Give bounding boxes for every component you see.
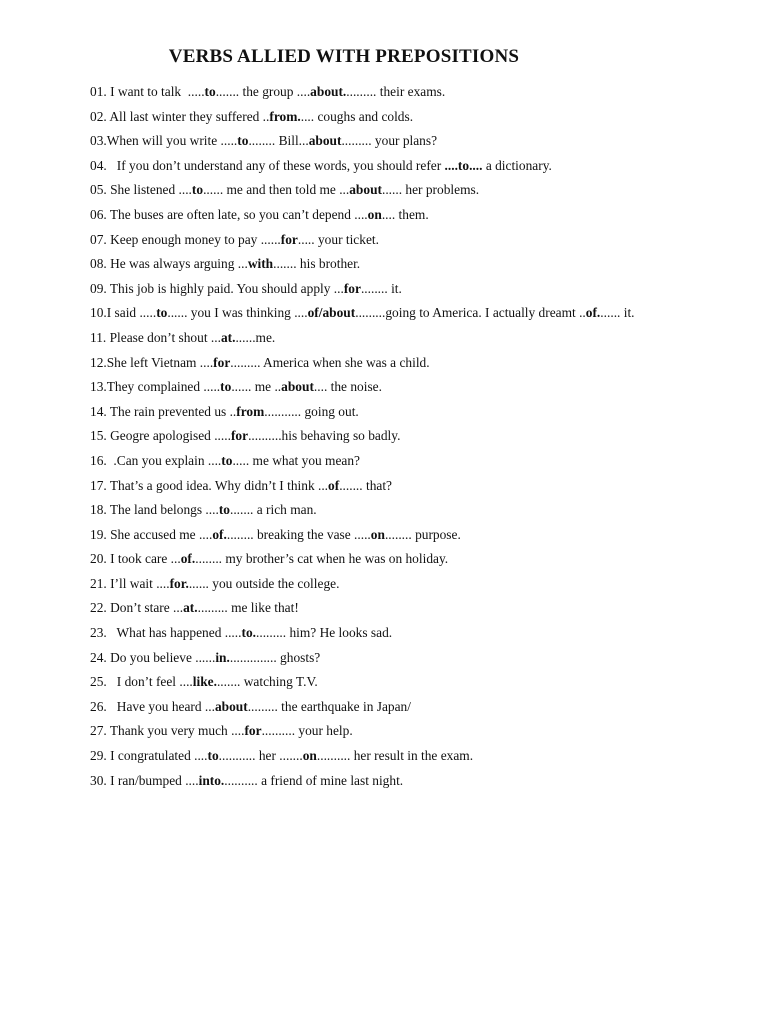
exercise-line [90,129,730,154]
answer-preposition: to [204,84,216,99]
sentence-text: 17. That’s a good idea. Why didn’t I think ... [90,477,329,493]
exercise-line [90,621,730,646]
sentence-text: ........ purpose. [384,526,461,542]
exercise-line [90,474,730,499]
sentence-text: 23. What has happened ..... [90,625,242,641]
answer-preposition: to [237,133,249,149]
exercise-line [90,523,730,548]
sentence-text: ..........his behaving so badly. [248,428,401,444]
answer-preposition: to [156,305,168,321]
sentence-text: ......me. [235,329,276,345]
answer-preposition: from [236,403,265,419]
exercise-line [90,351,730,376]
sentence-text: ...... you I was thinking .... [167,305,308,321]
sentence-text: 24. Do you believe ...... [90,649,216,665]
sentence-text: 20. I took care ... [90,551,181,567]
exercise-line [90,498,730,523]
sentence-text: ....... that? [339,477,392,493]
page-title-text: VERBS ALLIED WITH PREPOSITIONS [168,46,520,67]
answer-preposition: of/about [307,305,356,321]
sentence-text: ......... him? He looks sad. [256,625,393,641]
answer-preposition: for [280,231,298,247]
exercise-line [90,203,730,228]
sentence-text: .... them. [381,206,429,222]
answer-preposition: of. [585,305,601,321]
sentence-text: .... the noise. [313,379,382,395]
sentence-text: 02. All last winter they suffered .. [90,108,270,124]
sentence-text: .......... a friend of mine last night. [224,772,404,788]
answer-preposition: about [308,133,342,149]
sentence-text: ......... me like that! [197,600,299,616]
exercise-line [90,695,730,720]
exercise-line [90,670,730,695]
exercise-line [90,596,730,621]
answer-preposition: of [328,477,340,493]
sentence-text: 04. If you don’t understand any of these words, you should refer [90,157,445,173]
sentence-text: ...... me and then told me ... [203,182,350,198]
sentence-text: 15. Geogre apologised ..... [90,428,231,444]
sentence-text: ....... his brother. [273,256,361,272]
sentence-text: ....... a rich man. [229,502,317,518]
sentence-text: ......... the earthquake in Japan/ [247,698,411,714]
answer-preposition: for [244,723,262,739]
sentence-text: .......... her result in the exam. [316,748,474,764]
exercise-line [90,252,730,277]
answer-preposition: about [214,698,248,714]
exercise-line [90,547,730,572]
sentence-text: 10.I said ..... [90,305,157,321]
sentence-text: .... coughs and colds. [300,108,414,124]
sentence-text: ...... you outside the college. [188,575,340,591]
sentence-text: 14. The rain prevented us .. [90,403,237,419]
exercise-line [90,400,730,425]
answer-preposition: to [207,748,219,764]
answer-preposition: to [220,379,232,395]
sentence-text: ......... their exams. [346,84,446,99]
answer-preposition: of. [212,526,227,542]
sentence-text: a dictionary. [482,157,552,173]
exercise-line [90,228,730,253]
sentence-text: 08. He was always arguing ... [90,256,248,272]
sentence-text: 01. I want to talk ..... [90,84,205,99]
exercise-line [90,301,730,326]
answer-preposition: on [367,206,382,222]
sentence-text: 22. Don’t stare ... [90,600,184,616]
sentence-text: .........going to America. I actually dreamt .. [355,305,586,321]
sentence-text: ........ breaking the vase ..... [226,526,371,542]
exercise-line [90,80,730,105]
exercise-line [90,424,730,449]
sentence-text: 09. This job is highly paid. You should apply ... [90,280,344,296]
answer-preposition: to [191,182,204,198]
exercise-line [90,154,730,179]
answer-preposition: to [218,502,230,518]
sentence-text: ..... me what you mean? [232,452,360,468]
sentence-text: ....... watching T.V. [216,674,318,690]
sentence-text: 16. .Can you explain .... [90,452,222,468]
sentence-text: .......... your help. [261,723,353,739]
answer-preposition: about. [310,84,347,99]
answer-preposition: into. [198,772,225,788]
answer-preposition: ....to.... [444,157,483,173]
sentence-text: ......... your plans? [341,133,438,149]
sentence-text: 07. Keep enough money to pay ...... [90,231,281,247]
answer-preposition: like. [192,674,217,690]
exercise-line [90,326,730,351]
sentence-text: 13.They complained ..... [90,379,221,395]
answer-preposition: to [221,452,233,468]
answer-preposition: about [281,379,314,395]
sentence-text: ..... your ticket. [297,231,379,247]
exercise-list [90,80,730,793]
answer-preposition: for [343,280,361,296]
sentence-text: ...... her problems. [381,182,480,198]
exercise-line [90,744,730,769]
answer-preposition: on [302,748,317,764]
answer-preposition: for [230,428,249,444]
exercise-line [90,375,730,400]
sentence-text: ........ my brother’s cat when he was on holiday. [195,551,449,567]
exercise-line [90,105,730,130]
answer-preposition: with [247,256,274,272]
sentence-text: ....... the group .... [215,84,311,99]
exercise-line [90,178,730,203]
sentence-text: 27. Thank you very much .... [90,723,245,739]
sentence-text: 03.When will you write ..... [90,133,238,149]
sentence-text: 21. I’ll wait .... [90,575,170,591]
sentence-text: ........... going out. [264,403,359,419]
answer-preposition: for [213,354,231,370]
sentence-text: 30. I ran/bumped .... [90,772,199,788]
sentence-text: 05. She listened .... [90,182,192,198]
answer-preposition: at. [220,329,236,345]
answer-preposition: at. [183,600,198,616]
page-title [0,46,768,68]
sentence-text: ........ Bill... [248,133,309,149]
exercise-line [90,769,730,794]
sentence-text: 25. I don’t feel .... [90,674,193,690]
answer-preposition: in. [215,649,230,665]
exercise-line [90,719,730,744]
answer-preposition: about [349,182,382,198]
exercise-line [90,646,730,671]
sentence-text: 26. Have you heard ... [90,698,215,714]
sentence-text: 12.She left Vietnam .... [90,354,214,370]
answer-preposition: of. [180,551,196,567]
sentence-text: ........... her ....... [218,748,303,764]
exercise-line [90,277,730,302]
sentence-text: 19. She accused me .... [90,526,213,542]
sentence-text: 06. The buses are often late, so you can’t depend .... [90,206,368,222]
answer-preposition: on [370,526,385,542]
sentence-text: 18. The land belongs .... [90,502,219,518]
sentence-text: ...... it. [600,305,635,321]
sentence-text: 29. I congratulated .... [90,748,208,764]
answer-preposition: to. [241,625,256,641]
exercise-line [90,449,730,474]
exercise-line [90,572,730,597]
sentence-text: 11. Please don’t shout ... [90,329,221,345]
sentence-text: ...... me .. [231,379,282,395]
sentence-text: ........ it. [360,280,402,296]
sentence-text: .............. ghosts? [229,649,321,665]
answer-preposition: for. [169,575,189,591]
sentence-text: ......... America when she was a child. [230,354,430,370]
answer-preposition: from. [269,108,301,124]
